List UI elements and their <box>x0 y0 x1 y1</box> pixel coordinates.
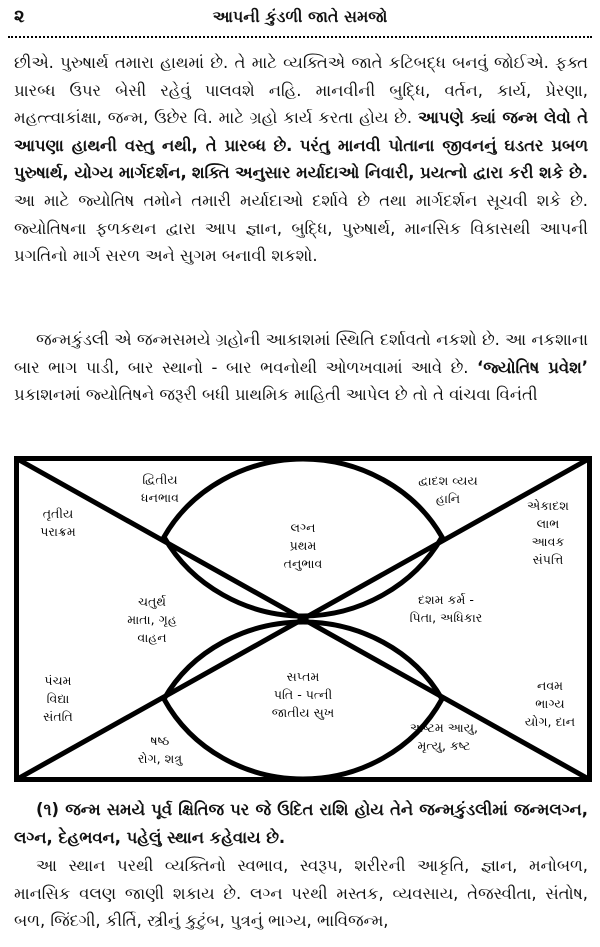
house-4: ચતુર્થ માતા, ગૃહ વાહન <box>127 594 177 645</box>
para2-book-title: ‘જ્યોતિષ પ્રવેશ’ <box>476 357 589 377</box>
page-header <box>8 6 592 32</box>
para2-text-after: પ્રકાશનમાં જ્યોતિષને જરૂરી બધી પ્રાથમિક માહિતી આપેલ છે તો તે વાંચવા વિનંતી <box>14 385 538 405</box>
kundali-chart <box>14 456 592 782</box>
house-6: ષષ્ઠ રોગ, શત્રુ <box>137 733 183 766</box>
page-number: ૨ <box>14 6 25 27</box>
para1-line-4: હોય છે. <box>359 108 413 128</box>
house-2: દ્વિતીય ધનભાવ <box>141 472 179 505</box>
house-3: તૃતીય પરાક્રમ <box>40 506 76 539</box>
para1-rest: આ માટે જ્યોતિષ તમોને તમારી મર્યાદાઓ દર્શાવે છે તથા માર્ગદર્શન સૂચવી શકે છે. જ્યોતિષના ફળકથન દ્વારા આપ જ્ઞાન, બુદ્ધિ, પુરુષાર્થ, માનસિક વિકાસથી આપની પ્રગતિનો માર્ગ સરળ અને સુગમ બનાવી શકશો. <box>14 190 588 266</box>
paragraph-janmakundali <box>14 326 588 409</box>
house-9: નવમ ભાગ્ય યોગ, દાન <box>524 678 576 729</box>
para2-text-before: જન્મકુંડલી એ જન્મસમયે ગ્રહોની આકાશમાં સ્થિતિ દર્શાવતો નકશો છે. આ નકશાના બાર ભાગ પાડી, બાર સ્થાનો - બાર ભવનોથી ઓળખવામાં આવે છે. <box>14 330 588 377</box>
para1-bold-1: આપણે ક્યાં જન્મ લેવો તે આપણા હાથની વસ્તુ નથી, તે પ્રારબ્ધ <box>14 108 589 155</box>
para1-bold-lead: છે. <box>273 135 293 155</box>
house-12: દ્વાદશ વ્યય હાનિ <box>418 473 478 506</box>
para1-line-2: જોઈએ. ફક્ત પ્રારબ્ધ ઉપર બેસી રહેવું પાલવશે નહિ. માનવીની બુદ્ધિ, <box>14 53 588 100</box>
para1-line-1: છીએ. પુરુષાર્થ તમારા હાથમાં છે. તે માટે વ્યક્તિએ જાતે કટિબદ્ધ બનવું <box>14 53 488 72</box>
house-10: દશમ કર્મ -પિતા, અધિકાર <box>409 592 483 625</box>
house-5: પંચમ વિદ્યા સંતતિ <box>43 673 73 724</box>
paragraph-lagna-meaning: આ સ્થાન પરથી વ્યક્તિનો સ્વભાવ, સ્વરૂપ, શરીરની આકૃતિ, જ્ઞાન, મનોબળ, માનસિક વલણ જાણી શકાય છે. લગ્ન પરથી મસ્તક, વ્યવસાય, તેજસ્વીતા, સંતોષ, બળ, જિંદગી, કીર્તિ, સ્ત્રીનું કુટુંબ, પુત્રનું ભાગ્ય, ભાવિજન્મ, <box>14 856 588 931</box>
header-rule <box>8 36 592 38</box>
house-7: સપ્તમ પતિ - પત્ની જાતીય સુખ <box>271 669 335 720</box>
para1-bold-3: શક્તિ અનુસાર મર્યાદાઓ નિવારી, પ્રયત્નો દ્વારા કરી શકે છે. <box>191 163 588 183</box>
house-1: લગ્ન પ્રથમ તનુભાવ <box>283 520 323 571</box>
para1-line-3: વર્તન, કાર્ય, પ્રેરણા, મહત્ત્વાકાંક્ષા, જન્મ, ઉછેર વિ. માટે ગ્રહો કાર્ય કરતા <box>14 80 588 128</box>
para1-bold-2: પરંતુ માનવી પોતાના જીવનનું ઘડતર પ્રબળ પુરુષાર્થ, યોગ્ય માર્ગદર્શન, <box>14 135 588 183</box>
paragraph-fate <box>14 49 588 270</box>
house-11: એકાદશ લાભ આવક સંપત્તિ <box>526 498 570 567</box>
paragraph-lagna-definition: (૧) જન્મ સમયે પૂર્વ ક્ષિતિજ પર જે ઉદિત રાશિ હોય તેને જન્મકુંડલીમાં જન્મલગ્ન, લગ્ન, દેહભવન, પહેલું સ્થાન કહેવાય છે. <box>14 800 588 847</box>
running-title: આપની કુંડળી જાતે સમજો <box>212 7 388 26</box>
house-8: અષ્ટમ આયુ, મૃત્યુ, કષ્ટ <box>409 720 479 753</box>
